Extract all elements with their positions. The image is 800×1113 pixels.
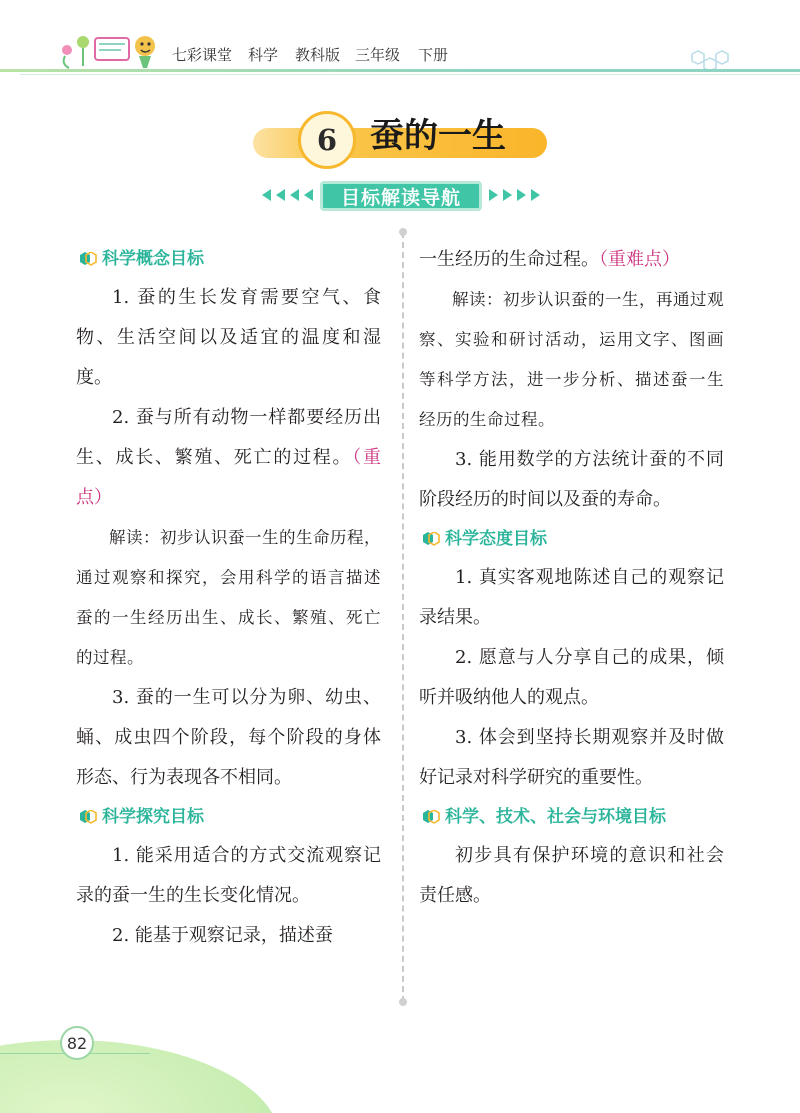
lesson-number: 6 xyxy=(316,123,338,157)
key-point-tag: （重点） xyxy=(76,447,381,508)
header-rule-thin xyxy=(20,74,800,75)
arrow-left-icon xyxy=(262,189,271,201)
inquiry-item-2-start: 2. 能基于观察记录，描述蚕 xyxy=(112,925,333,946)
section-subtitle-badge xyxy=(320,181,482,211)
sts-text: 初步具有保护环境的意识和社会责任感。 xyxy=(419,845,724,906)
hexagon-bullet-icon xyxy=(78,252,98,266)
header-subject: 科学 xyxy=(248,46,279,64)
header-rule xyxy=(0,69,800,72)
arrow-right-icon xyxy=(517,189,526,201)
section-heading xyxy=(419,520,724,558)
header-series: 七彩课堂 xyxy=(172,46,233,64)
attitude-item-1: 1. 真实客观地陈述自己的观察记录结果。 xyxy=(419,567,724,628)
concept-item-2: 2. 蚕与所有动物一样都要经历出生、成长、繁殖、死亡的过程。（重点） xyxy=(76,407,381,508)
inquiry-item-1: 1. 能采用适合的方式交流观察记录的蚕一生的生长变化情况。 xyxy=(76,845,381,906)
attitude-item-3: 3. 体会到坚持长期观察并及时做好记录对科学研究的重要性。 xyxy=(419,727,724,788)
arrow-right-icon xyxy=(531,189,540,201)
concept-item-3: 3. 蚕的一生可以分为卵、幼虫、蛹、成虫四个阶段，每个阶段的身体形态、行为表现各不相同。 xyxy=(76,687,381,788)
concept-heading: 科学概念目标 xyxy=(102,249,204,269)
attitude-item-2: 2. 愿意与人分享自己的成果，倾听并吸纳他人的观点。 xyxy=(419,647,724,708)
left-column xyxy=(76,240,381,956)
header-publisher: 教科版 xyxy=(295,46,341,64)
divider-dot xyxy=(399,228,407,236)
page-number: 82 xyxy=(60,1026,94,1060)
right-column xyxy=(419,240,724,916)
section-subtitle: 目标解读导航 xyxy=(340,186,461,209)
key-difficult-tag: （重难点） xyxy=(599,249,680,270)
arrow-right-icon xyxy=(503,189,512,201)
lesson-title: 蚕的一生 xyxy=(370,116,506,156)
arrow-right-icon xyxy=(489,189,498,201)
attitude-heading: 科学态度目标 xyxy=(445,529,547,549)
arrow-left-icon xyxy=(276,189,285,201)
footer-decoration xyxy=(0,1040,280,1113)
arrow-left-icon xyxy=(290,189,299,201)
header-grade: 三年级 xyxy=(355,46,401,64)
inquiry-explanation: 解读：初步认识蚕的一生，再通过观察、实验和研讨活动，运用文字、图画等科学方法，进一步分析、描述蚕一生经历的生命过程。 xyxy=(419,290,724,429)
hexagon-bullet-icon xyxy=(421,810,441,824)
section-heading xyxy=(419,798,724,836)
divider-dot xyxy=(399,998,407,1006)
inquiry-item-2-continued: 一生经历的生命过程。（重难点） xyxy=(419,249,680,270)
series-logo-icon xyxy=(55,20,165,70)
header-volume: 下册 xyxy=(418,46,449,64)
inquiry-heading: 科学探究目标 xyxy=(102,807,204,827)
lesson-number-badge xyxy=(298,111,356,169)
hexagon-bullet-icon xyxy=(421,532,441,546)
concept-explanation: 解读：初步认识蚕一生的生命历程，通过观察和探究，会用科学的语言描述蚕的一生经历出生、成长、繁殖、死亡的过程。 xyxy=(76,528,381,667)
inquiry-item-3: 3. 能用数学的方法统计蚕的不同阶段经历的时间以及蚕的寿命。 xyxy=(419,449,724,510)
page-header xyxy=(0,0,800,80)
column-divider xyxy=(402,232,404,1002)
section-heading xyxy=(76,240,381,278)
sts-heading: 科学、技术、社会与环境目标 xyxy=(445,807,666,827)
hexagon-bullet-icon xyxy=(78,810,98,824)
arrow-left-icon xyxy=(304,189,313,201)
section-heading xyxy=(76,798,381,836)
concept-item-1: 1. 蚕的生长发育需要空气、食物、生活空间以及适宜的温度和湿度。 xyxy=(76,287,381,388)
